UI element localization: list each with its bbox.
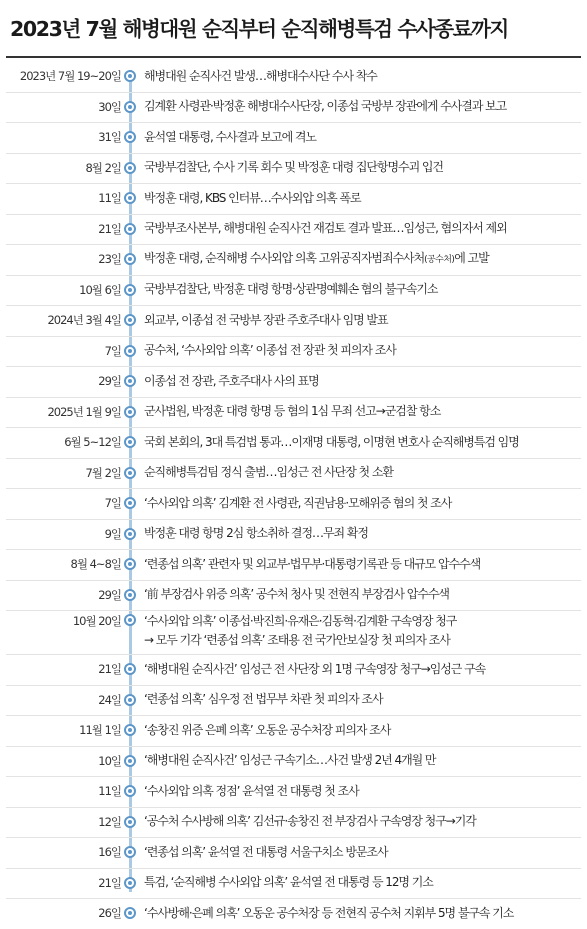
- timeline-marker-icon: [124, 223, 136, 235]
- event-text: ‘송창진 위증 은폐 의혹’ 오동운 공수처장 피의자 조사: [144, 722, 391, 737]
- timeline-marker-icon: [124, 375, 136, 387]
- event-date: 21일: [98, 662, 121, 677]
- event-description: [144, 782, 359, 801]
- event-description: [144, 341, 396, 360]
- timeline-marker-icon: [124, 846, 136, 858]
- event-description: [144, 660, 485, 679]
- event-date: 10일: [98, 753, 121, 768]
- event-description: [144, 494, 451, 513]
- event-text: ‘前 부장검사 위증 의혹’ 공수처 청사 및 전현직 부장검사 압수수색: [144, 587, 449, 602]
- event-text-line2: → 모두 기각 ‘련종섭 의혹’ 조태용 전 국가안보실장 첫 피의자 조사: [144, 633, 450, 647]
- event-text: 김계환 사령관·박정훈 해병대수사단장, 이종섭 국방부 장관에게 수사결과 보고: [144, 99, 507, 114]
- timeline-event: [0, 183, 587, 214]
- event-date: 2025년 1월 9일: [47, 404, 121, 419]
- event-text: 박정훈 대령, 순직해병 수사외압 의혹 고위공직자범죄수사처: [144, 250, 425, 265]
- timeline-event: [0, 580, 587, 611]
- event-text: 순직해병특검팀 정식 출범…임성근 전 사단장 첫 소환: [144, 465, 393, 480]
- event-date: 31일: [98, 130, 121, 145]
- timeline-marker-icon: [124, 192, 136, 204]
- timeline-event: [0, 244, 587, 275]
- event-date: 11일: [98, 191, 121, 206]
- timeline-event: [0, 715, 587, 746]
- event-description: [144, 189, 361, 208]
- event-description: [144, 67, 377, 86]
- event-text: ‘해병대원 순직사건’ 임성근 전 사단장 외 1명 구속영장 청구→임성근 구속: [144, 661, 486, 676]
- event-description: [144, 219, 507, 238]
- event-description: [144, 873, 433, 892]
- timeline-event: [0, 868, 587, 899]
- timeline-marker-icon: [124, 755, 136, 767]
- event-text: ‘수사외압 의혹 정점’ 윤석열 전 대통령 첫 조사: [144, 783, 359, 798]
- timeline-marker-icon: [124, 907, 136, 919]
- timeline-event: [0, 122, 587, 153]
- event-date: 6월 5~12일: [64, 435, 121, 450]
- timeline-marker-icon: [124, 558, 136, 570]
- event-text: ‘련종섭 의혹’ 윤석열 전 대통령 서울구치소 방문조사: [144, 844, 388, 859]
- event-text: 박정훈 대령, KBS 인터뷰…수사외압 의혹 폭로: [144, 190, 361, 205]
- timeline-event: [0, 488, 587, 519]
- event-text-end: 에 고발: [454, 250, 489, 265]
- timeline-event: [0, 746, 587, 777]
- timeline-event: [0, 153, 587, 184]
- event-text: 국방부검찰단, 박정훈 대령 항명·상관명예훼손 혐의 불구속기소: [144, 282, 438, 297]
- event-description: [144, 812, 476, 831]
- event-text: ‘수사외압 의혹’ 이종섭·박진희·유재은·김동혁·김계환 구속영장 청구: [144, 614, 457, 628]
- event-text: 외교부, 이종섭 전 국방부 장관 주호주대사 임명 발표: [144, 312, 388, 327]
- timeline-event: [0, 92, 587, 123]
- timeline-marker-icon: [124, 663, 136, 675]
- page-title: 2023년 7월 해병대원 순직부터 순직해병특검 수사종료까지: [10, 17, 508, 41]
- event-date: 11월 1일: [79, 723, 121, 738]
- event-text: 특검, ‘순직해병 수사외압 의혹’ 윤석열 전 대통령 등 12명 기소: [144, 875, 433, 890]
- event-text: 국회 본회의, 3대 특검법 통과…이재명 대통령, 이명현 변호사 순직해병특검 임명: [144, 434, 519, 449]
- timeline-event: [0, 898, 587, 929]
- timeline-marker-icon: [124, 467, 136, 479]
- event-text-note: (공수처): [424, 254, 455, 265]
- event-date: 8월 2일: [85, 160, 121, 175]
- timeline-marker-icon: [124, 101, 136, 113]
- timeline-marker-icon: [124, 877, 136, 889]
- event-date: 30일: [98, 99, 121, 114]
- timeline-marker-icon: [124, 253, 136, 265]
- event-text: 국방부조사본부, 해병대원 순직사건 재검토 결과 발표…임성근, 혐의자서 제외: [144, 221, 507, 236]
- event-text: 이종섭 전 장관, 주호주대사 사의 표명: [144, 373, 319, 388]
- timeline-event: [0, 837, 587, 868]
- event-date: 7일: [104, 496, 121, 511]
- event-description: [144, 751, 435, 770]
- event-description: [144, 280, 437, 299]
- timeline-event: [0, 214, 587, 245]
- event-date: 24일: [98, 692, 121, 707]
- timeline-marker-icon: [124, 614, 136, 626]
- event-date: 9일: [104, 526, 121, 541]
- event-text: ‘수사외압 의혹’ 김계환 전 사령관, 직권남용·모해위증 혐의 첫 조사: [144, 495, 452, 510]
- event-text: 박정훈 대령 항명 2심 항소취하 결정…무죄 확정: [144, 526, 368, 541]
- event-description: [144, 249, 489, 270]
- event-description: [144, 402, 440, 421]
- title-divider: [6, 56, 581, 58]
- timeline-event: [0, 61, 587, 92]
- timeline-event: [0, 397, 587, 428]
- event-text: ‘공수처 수사방해 의혹’ 김선규·송창진 전 부장검사 구속영장 청구→기각: [144, 814, 476, 829]
- timeline-marker-icon: [124, 497, 136, 509]
- event-text: ‘수사방해·은폐 의혹’ 오동운 공수처장 등 전현직 공수처 지휘부 5명 불구속 기소: [144, 905, 514, 920]
- timeline-event: [0, 519, 587, 550]
- event-description: [144, 524, 368, 543]
- event-date: 21일: [98, 875, 121, 890]
- event-description: [144, 690, 383, 709]
- timeline-marker-icon: [124, 724, 136, 736]
- timeline-marker-icon: [124, 785, 136, 797]
- timeline-event: [0, 427, 587, 458]
- timeline-event: [0, 654, 587, 685]
- event-date: 21일: [98, 221, 121, 236]
- timeline-event: [0, 685, 587, 716]
- event-date: 12일: [98, 814, 121, 829]
- timeline-event: [0, 610, 587, 654]
- timeline-marker-icon: [124, 314, 136, 326]
- timeline-marker-icon: [124, 528, 136, 540]
- event-description: [144, 158, 443, 177]
- timeline-marker-icon: [124, 131, 136, 143]
- timeline-event: [0, 336, 587, 367]
- timeline-marker-icon: [124, 816, 136, 828]
- event-description: [144, 555, 480, 574]
- timeline-marker-icon: [124, 162, 136, 174]
- event-text: 공수처, ‘수사외압 의혹’ 이종섭 전 장관 첫 피의자 조사: [144, 343, 396, 358]
- event-description: [144, 904, 513, 923]
- timeline-event: [0, 305, 587, 336]
- timeline-marker-icon: [124, 589, 136, 601]
- timeline-marker-icon: [124, 436, 136, 448]
- timeline-event: [0, 366, 587, 397]
- event-date: 2024년 3월 4일: [47, 313, 121, 328]
- event-description: [144, 372, 319, 391]
- event-text: 국방부검찰단, 수사 기록 회수 및 박정훈 대령 집단항명수괴 입건: [144, 160, 443, 175]
- event-description: [144, 97, 506, 116]
- event-date: 16일: [98, 845, 121, 860]
- event-description: [144, 843, 388, 862]
- event-date: 29일: [98, 587, 121, 602]
- event-description: [144, 721, 390, 740]
- event-date: 26일: [98, 906, 121, 921]
- event-text: 윤석열 대통령, 수사결과 보고에 격노: [144, 129, 316, 144]
- event-date: 2023년 7월 19~20일: [19, 69, 121, 84]
- timeline-marker-icon: [124, 284, 136, 296]
- event-text: 해병대원 순직사건 발생…해병대수사단 수사 착수: [144, 68, 377, 83]
- event-date: 7일: [104, 343, 121, 358]
- timeline-marker-icon: [124, 406, 136, 418]
- event-description: [144, 128, 316, 147]
- timeline-marker-icon: [124, 694, 136, 706]
- event-text: ‘련종섭 의혹’ 심우정 전 법무부 차관 첫 피의자 조사: [144, 692, 383, 707]
- event-text: ‘련종섭 의혹’ 관련자 및 외교부·법무부·대통령기록관 등 대규모 압수수색: [144, 556, 481, 571]
- timeline-marker-icon: [124, 345, 136, 357]
- event-description: [144, 585, 449, 604]
- event-date: 10월 6일: [79, 282, 121, 297]
- event-description: [144, 311, 388, 330]
- timeline-event: [0, 549, 587, 580]
- timeline-marker-icon: [124, 70, 136, 82]
- event-date: 11일: [98, 784, 121, 799]
- timeline-event: [0, 458, 587, 489]
- timeline-event: [0, 275, 587, 306]
- event-description: [144, 612, 456, 650]
- event-date: 10월 20일: [72, 614, 121, 628]
- event-date: 7월 2일: [85, 465, 121, 480]
- event-date: 23일: [98, 252, 121, 267]
- event-date: 8월 4~8일: [70, 557, 121, 572]
- event-text: ‘해병대원 순직사건’ 임성근 구속기소…사건 발생 2년 4개월 만: [144, 753, 436, 768]
- event-description: [144, 433, 519, 452]
- event-text: 군사법원, 박정훈 대령 항명 등 혐의 1심 무죄 선고→군검찰 항소: [144, 404, 441, 419]
- event-date: 29일: [98, 374, 121, 389]
- timeline-event: [0, 807, 587, 838]
- event-description: [144, 463, 393, 482]
- timeline-event: [0, 776, 587, 807]
